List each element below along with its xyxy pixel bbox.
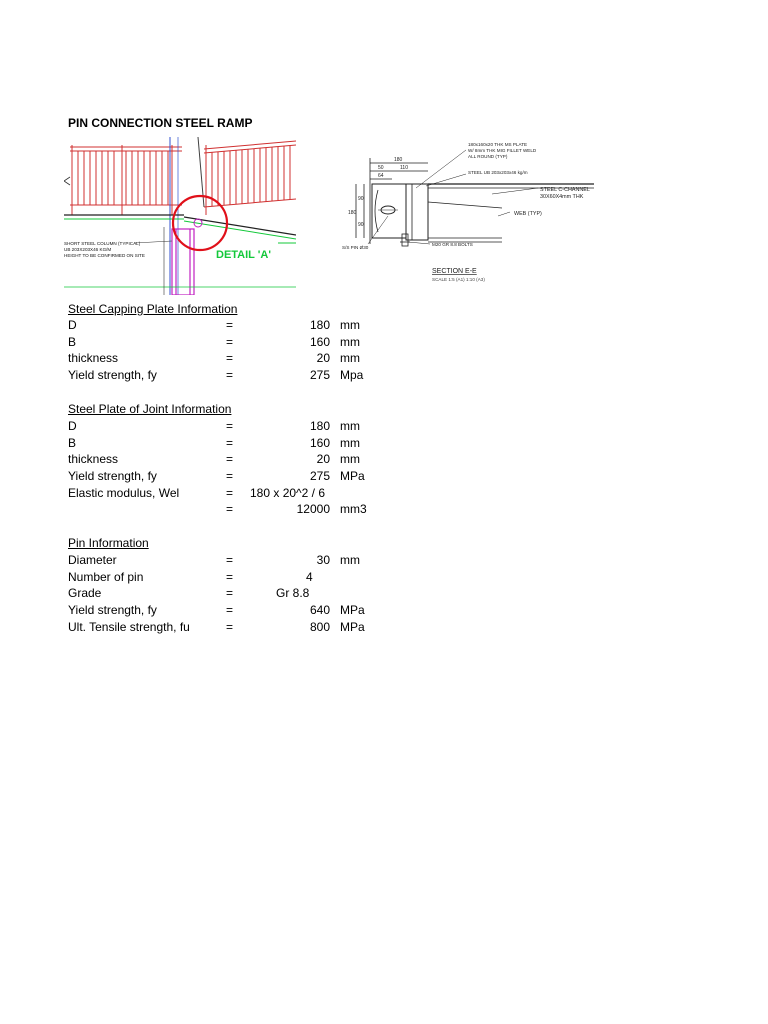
table-row: D = 180 mm: [68, 318, 360, 332]
note-steel-ub: STEEL UB 203x203x46 kg/m: [468, 170, 528, 175]
dim-64: 64: [378, 173, 384, 179]
note-bolts: M20 GR 8.8 BOLTS: [432, 242, 473, 247]
note-ss-pin: S/S PIN Ø30: [342, 245, 369, 250]
table-row: Ult. Tensile strength, fu = 800 MPa: [68, 620, 365, 634]
note-line-2: UB 203X203X46 KG/M: [64, 247, 112, 252]
note-c-channel: STEEL C-CHANNEL: [540, 187, 590, 193]
table-row: Elastic modulus, Wel = 180 x 20^2 / 6: [68, 486, 326, 500]
table-row: thickness = 20 mm: [68, 351, 360, 365]
note-all-round: ALL ROUND (TYP): [468, 154, 508, 159]
table-row: Number of pin = 4: [68, 570, 313, 584]
table-row: Grade = Gr 8.8: [68, 586, 310, 600]
note-line-3: HEIGHT TO BE CONFIRMED ON SITE: [64, 253, 145, 258]
dim-180-side: 180: [348, 210, 357, 216]
note-weld: W/ 8mm THK MIG FILLET WELD: [468, 148, 537, 153]
detail-a-label: DETAIL 'A': [216, 249, 271, 261]
section-scale: SCALE 1:5 (A1) 1:10 (A3): [432, 277, 485, 282]
section-heading-capping-plate: Steel Capping Plate Information: [68, 302, 238, 316]
table-row: Yield strength, fy = 640 MPa: [68, 603, 365, 617]
page-title: PIN CONNECTION STEEL RAMP: [68, 116, 253, 130]
dim-90-a: 90: [358, 196, 364, 202]
table-row: Yield strength, fy = 275 MPa: [68, 469, 365, 483]
section-heading-pin: Pin Information: [68, 536, 149, 550]
note-c-channel-size: 30X60X4mm THK: [540, 194, 584, 200]
note-line-1: SHORT STEEL COLUMN (TYPICAL): [64, 241, 141, 246]
note-web: WEB (TYP): [514, 211, 542, 217]
dim-90-b: 90: [358, 222, 364, 228]
table-row: Yield strength, fy = 275 Mpa: [68, 368, 364, 382]
dim-50: 50: [378, 165, 384, 171]
table-row: = 12000 mm3: [226, 502, 367, 516]
table-row: B = 160 mm: [68, 335, 360, 349]
dim-110: 110: [400, 165, 408, 171]
section-heading-joint-plate: Steel Plate of Joint Information: [68, 402, 232, 416]
dim-180-top: 180: [394, 157, 403, 163]
section-title: SECTION E-E: [432, 268, 477, 275]
table-row: B = 160 mm: [68, 436, 360, 450]
table-row: Diameter = 30 mm: [68, 553, 360, 567]
table-row: thickness = 20 mm: [68, 452, 360, 466]
ramp-detail-drawing: [64, 137, 296, 295]
note-plate: 180x160x20 THK MS PLATE: [468, 142, 528, 147]
section-e-e-drawing: [342, 138, 594, 290]
table-row: D = 180 mm: [68, 419, 360, 433]
